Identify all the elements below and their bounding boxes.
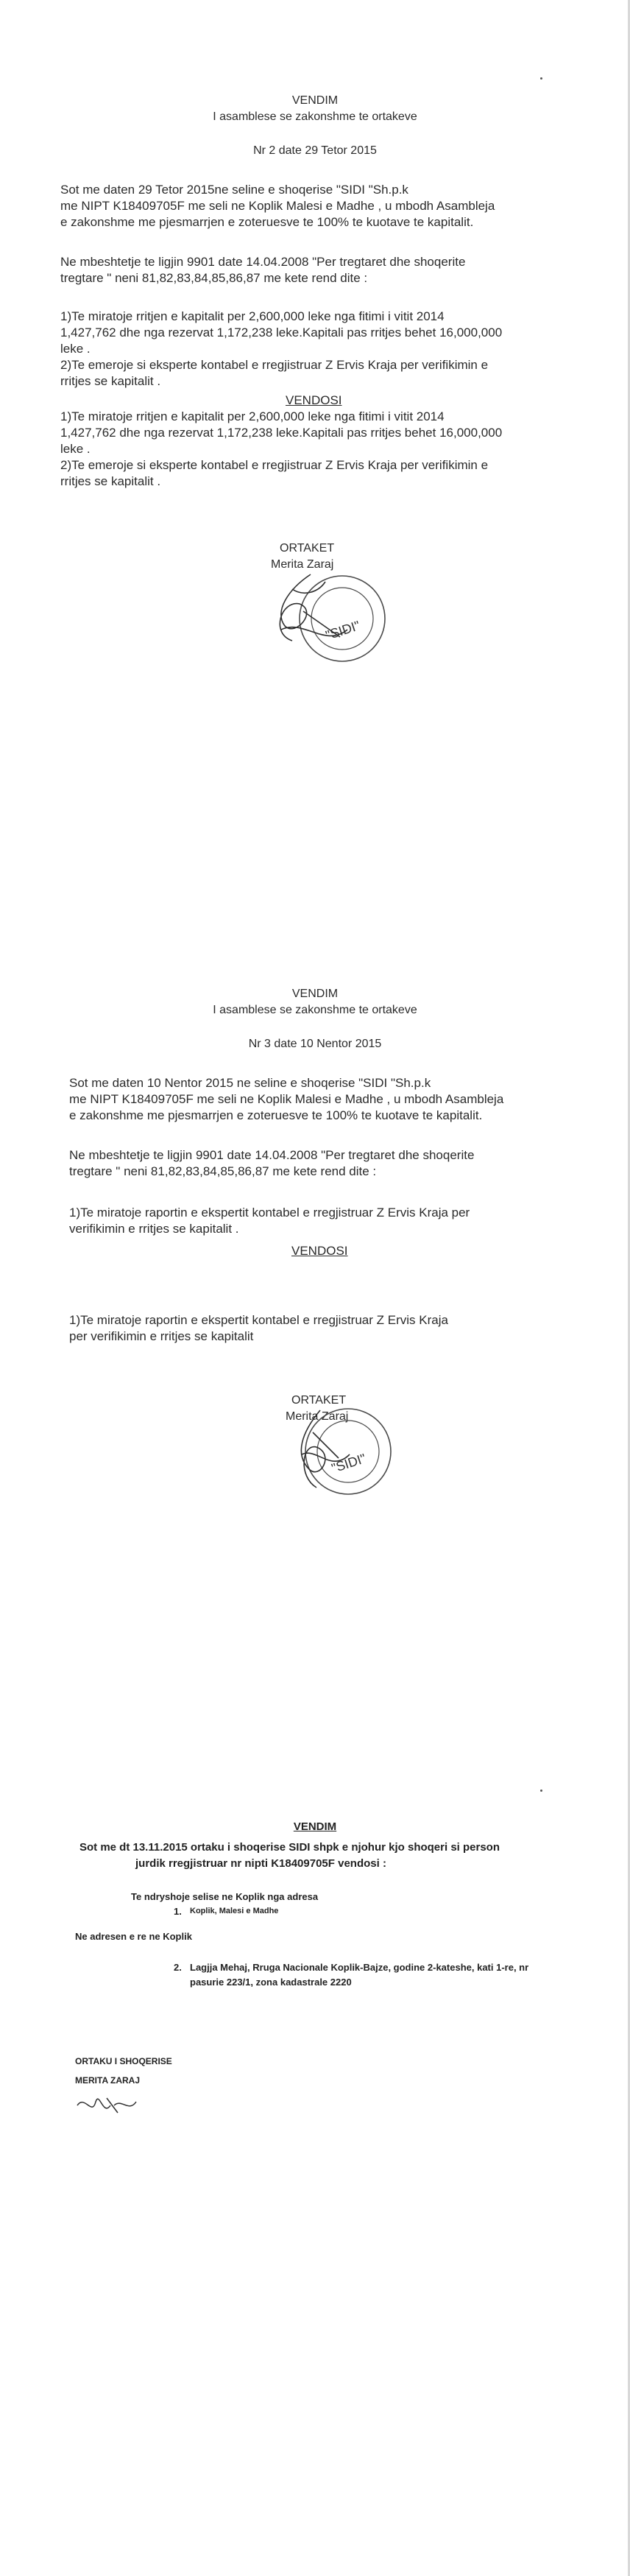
agenda-item-line: verifikimin e rritjes se kapitalit . [69, 1222, 239, 1236]
list-item-number: 2. [174, 1962, 182, 1973]
stamp-label: "SIDI" [323, 618, 362, 643]
page-title: VENDIM [293, 1820, 337, 1833]
page-title: VENDIM [291, 94, 339, 107]
new-address: pasurie 223/1, zona kadastrale 2220 [190, 1977, 352, 1988]
intro-line: Sot me daten 10 Nentor 2015 ne seline e shoqerise "SIDI "Sh.p.k [69, 1076, 431, 1090]
agenda-item-line: 1)Te miratoje raportin e ekspertit kontabel e rregjistruar Z Ervis Kraja per [69, 1206, 470, 1220]
intro-line: Sot me dt 13.11.2015 ortaku i shoqerise SIDI shpk e njohur kjo shoqeri si person [79, 1841, 500, 1854]
intro-line: e zakonshme me pjesmarrjen e zoteruesve te 100% te kuotave te kapitalit. [60, 215, 474, 229]
decision-item-line: leke . [60, 442, 91, 456]
decision-item-line: per verifikimin e rritjes se kapitalit [69, 1329, 254, 1343]
partner-name: Merita Zaraj [286, 1410, 349, 1423]
partner-label: ORTAKU I SHOQERISE [75, 2056, 172, 2066]
agenda-item-line: 1,427,762 dhe nga rezervat 1,172,238 leke.Kapitali pas rritjes behet 16,000,000 [60, 325, 503, 339]
list-item-number: 1. [174, 1906, 182, 1917]
page-title: VENDIM [291, 988, 339, 1000]
law-reference-line: tregtare " neni 81,82,83,84,85,86,87 me kete rend dite : [60, 271, 368, 285]
decides-heading: VENDOSI [286, 393, 342, 407]
document-page-1 [0, 0, 630, 895]
decision-item-line: rritjes se kapitalit . [60, 474, 161, 488]
new-address-line: Ne adresen e re ne Koplik [75, 1931, 192, 1942]
page-subtitle: I asamblese se zakonshme te ortakeve [213, 110, 417, 123]
decision-item-line: 1)Te miratoje raportin e ekspertit kontabel e rregjistruar Z Ervis Kraja [69, 1313, 448, 1327]
intro-line: me NIPT K18409705F me seli ne Koplik Malesi e Madhe , u mbodh Asambleja [69, 1092, 504, 1106]
decision-number: Nr 2 date 29 Tetor 2015 [253, 144, 377, 157]
intro-line: Sot me daten 29 Tetor 2015ne seline e shoqerise "SIDI "Sh.p.k [60, 183, 408, 197]
signature [259, 567, 355, 659]
stamp-label: "SIDI" [329, 1451, 368, 1476]
law-reference-line: tregtare " neni 81,82,83,84,85,86,87 me kete rend dite : [69, 1164, 377, 1178]
agenda-item-line: rritjes se kapitalit . [60, 374, 161, 388]
law-reference-line: Ne mbeshtetje te ligjin 9901 date 14.04.2008 "Per tregtaret dhe shoqerite [69, 1148, 475, 1162]
decision-item-line: 1)Te miratoje rritjen e kapitalit per 2,600,000 leke nga fitimi i vitit 2014 [60, 409, 445, 423]
partners-label: ORTAKET [291, 1394, 347, 1407]
partner-name: Merita Zaraj [271, 558, 334, 571]
page-subtitle: I asamblese se zakonshme te ortakeve [213, 1004, 417, 1016]
document-page-2 [0, 895, 630, 1790]
address-change-line: Te ndryshoje selise ne Koplik nga adresa [131, 1891, 319, 1902]
old-address: Koplik, Malesi e Madhe [190, 1907, 279, 1915]
signature [280, 1403, 361, 1502]
decision-number: Nr 3 date 10 Nentor 2015 [248, 1038, 382, 1050]
signature [74, 2087, 140, 2128]
agenda-item-line: leke . [60, 342, 91, 356]
intro-line: me NIPT K18409705F me seli ne Koplik Malesi e Madhe , u mbodh Asambleja [60, 199, 495, 213]
partners-label: ORTAKET [280, 542, 335, 555]
agenda-item-line: 2)Te emeroje si eksperte kontabel e rregjistruar Z Ervis Kraja per verifikimin e [60, 358, 489, 372]
intro-line: jurdik rregjistruar nr nipti K18409705F vendosi : [135, 1857, 386, 1870]
document-page-3 [0, 1790, 630, 2576]
new-address: Lagjja Mehaj, Rruga Nacionale Koplik-Bajze, godine 2-kateshe, kati 1-re, nr [190, 1962, 529, 1973]
decision-item-line: 2)Te emeroje si eksperte kontabel e rregjistruar Z Ervis Kraja per verifikimin e [60, 458, 489, 472]
scan-speck [540, 1790, 542, 1792]
decides-heading: VENDOSI [291, 1244, 348, 1258]
decision-item-line: 1,427,762 dhe nga rezervat 1,172,238 leke.Kapitali pas rritjes behet 16,000,000 [60, 426, 503, 440]
law-reference-line: Ne mbeshtetje te ligjin 9901 date 14.04.2008 "Per tregtaret dhe shoqerite [60, 255, 466, 269]
agenda-item-line: 1)Te miratoje rritjen e kapitalit per 2,600,000 leke nga fitimi i vitit 2014 [60, 309, 445, 323]
partner-name: MERITA ZARAJ [75, 2075, 140, 2086]
scan-speck [540, 77, 542, 80]
intro-line: e zakonshme me pjesmarrjen e zoteruesve te 100% te kuotave te kapitalit. [69, 1108, 483, 1122]
